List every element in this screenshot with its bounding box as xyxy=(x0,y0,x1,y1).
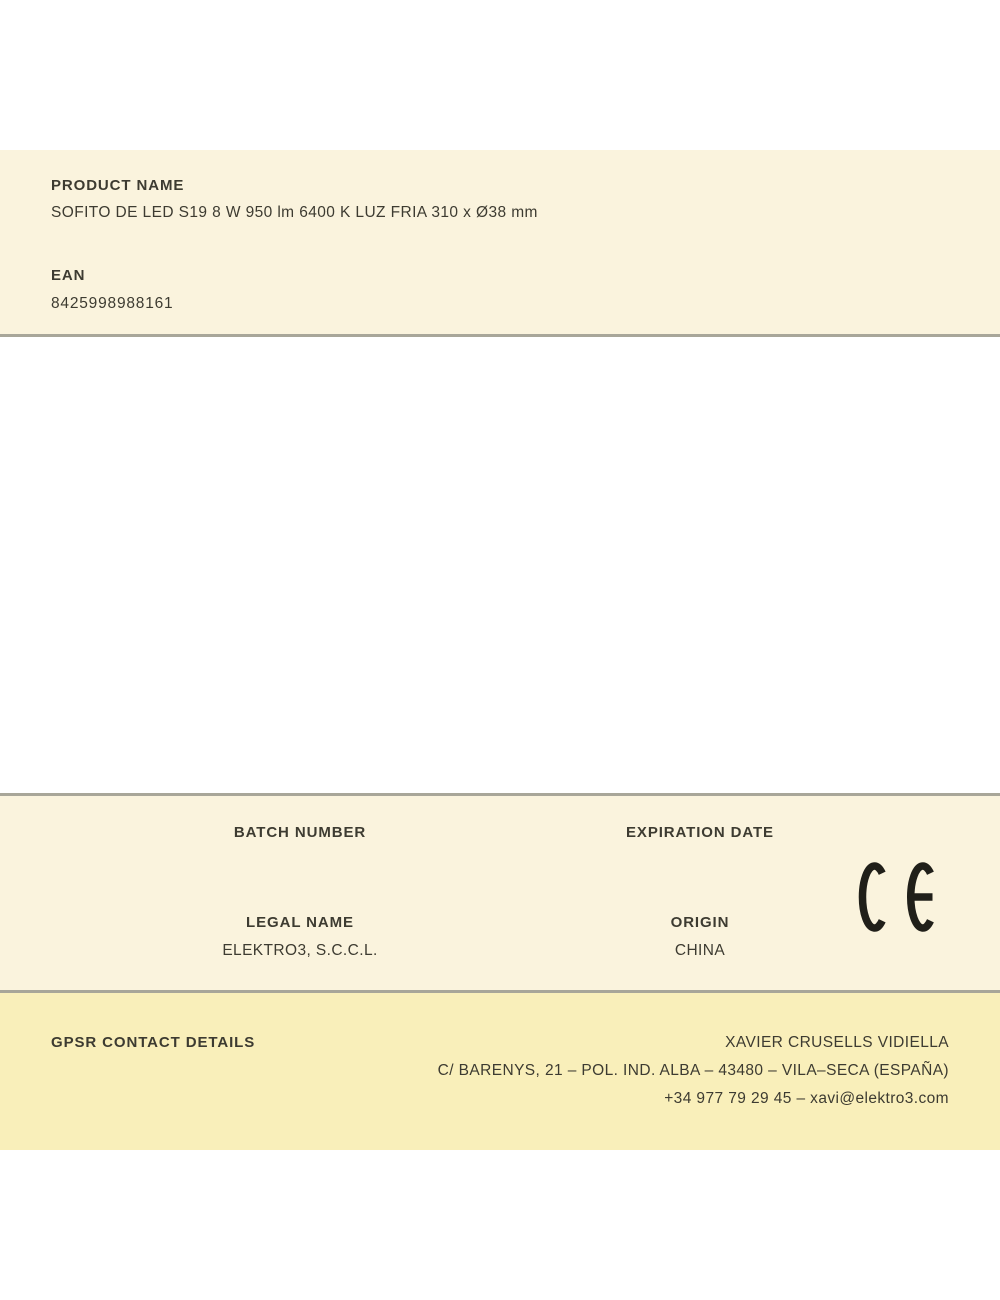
legal-name-cell xyxy=(100,914,500,960)
gpsr-contact-block xyxy=(438,1029,949,1113)
origin-cell xyxy=(500,914,900,960)
origin-value: CHINA xyxy=(674,942,726,959)
expiration-date-label: EXPIRATION DATE xyxy=(626,824,774,841)
product-name-field xyxy=(51,177,949,222)
legal-name-value: ELEKTRO3, S.C.C.L. xyxy=(222,942,378,959)
product-info-band xyxy=(0,150,1000,337)
batch-number-cell xyxy=(100,824,500,842)
batch-number-label: BATCH NUMBER xyxy=(233,824,367,841)
product-name-value: SOFITO DE LED S19 8 W 950 lm 6400 K LUZ FRIA 310 x Ø38 mm xyxy=(51,204,538,221)
gpsr-address: C/ BARENYS, 21 – POL. IND. ALBA – 43480 – VILA–SECA (ESPAÑA) xyxy=(437,1062,949,1079)
ce-mark-icon xyxy=(858,862,940,932)
batch-legal-grid xyxy=(100,824,900,960)
gpsr-phone-email: +34 977 79 29 45 – xavi@elektro3.com xyxy=(664,1090,949,1107)
ean-field xyxy=(51,267,949,313)
gpsr-label: GPSR CONTACT DETAILS xyxy=(51,1034,256,1051)
gpsr-contact-band xyxy=(0,993,1000,1150)
product-name-label: PRODUCT NAME xyxy=(51,177,185,194)
origin-label: ORIGIN xyxy=(670,914,730,931)
ean-label: EAN xyxy=(51,267,86,284)
expiration-date-cell xyxy=(500,824,900,842)
batch-legal-band xyxy=(0,793,1000,993)
gpsr-contact-name: XAVIER CRUSELLS VIDIELLA xyxy=(725,1034,949,1051)
legal-name-label: LEGAL NAME xyxy=(246,914,354,931)
ean-value: 8425998988161 xyxy=(51,295,174,312)
